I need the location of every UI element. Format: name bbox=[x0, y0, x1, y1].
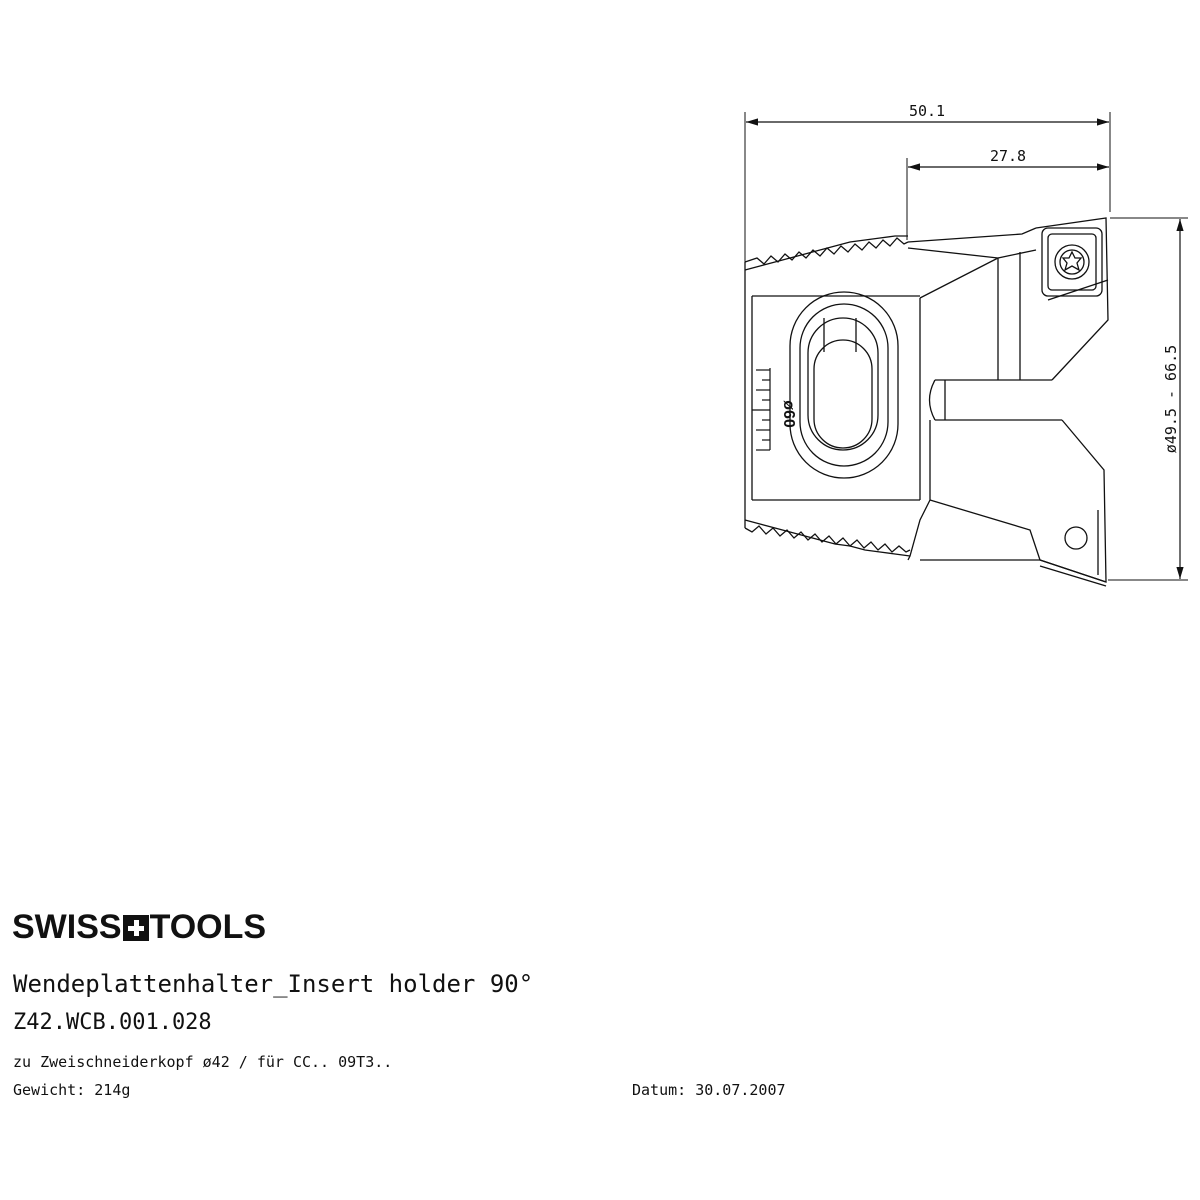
logo-right-text: TOOLS bbox=[149, 908, 267, 946]
dim-overall-length: 50.1 bbox=[908, 102, 946, 120]
product-title: Wendeplattenhalter_Insert holder 90° bbox=[13, 970, 534, 998]
logo-left-text: SWISS bbox=[12, 908, 122, 946]
swiss-cross-icon bbox=[123, 915, 149, 941]
dim-insert-length: 27.8 bbox=[989, 147, 1027, 165]
extension-lines bbox=[745, 112, 1188, 580]
cutting-insert bbox=[1042, 228, 1102, 296]
scale-label: ø60 bbox=[780, 400, 797, 428]
swisstools-logo bbox=[12, 908, 266, 947]
adjustment-slot bbox=[790, 292, 898, 478]
product-code: Z42.WCB.001.028 bbox=[13, 1010, 212, 1035]
diameter-scale bbox=[752, 368, 770, 450]
product-weight: Gewicht: 214g bbox=[13, 1081, 131, 1099]
product-note: zu Zweischneiderkopf ø42 / für CC.. 09T3.. bbox=[13, 1053, 393, 1071]
dim-diameter-range: ø49.5 - 66.5 bbox=[1162, 344, 1180, 454]
product-date: Datum: 30.07.2007 bbox=[632, 1081, 786, 1099]
